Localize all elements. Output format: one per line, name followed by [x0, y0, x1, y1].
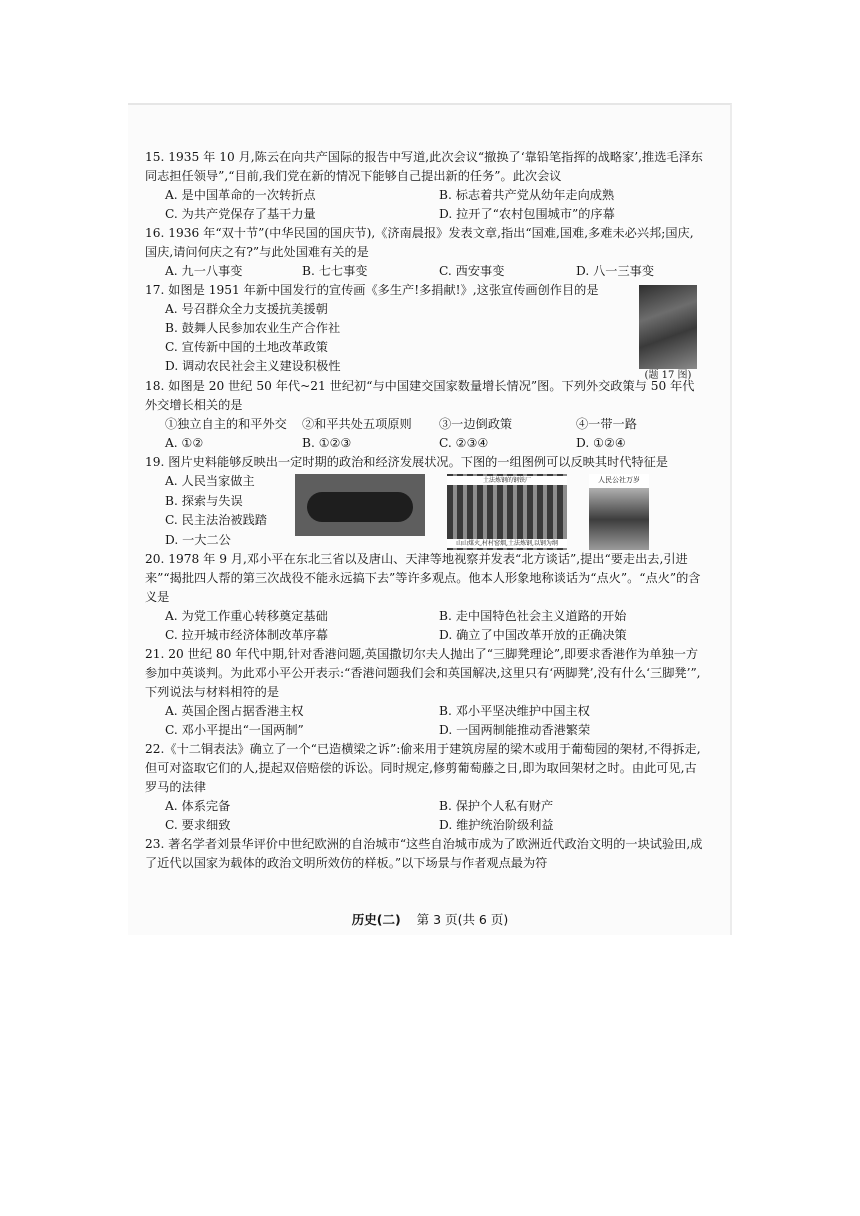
question-18: [145, 377, 705, 453]
option-b[interactable]: B. 七七事变: [302, 264, 368, 278]
question-stem: 18. 如图是 20 世纪 50 年代~21 世纪初“与中国建交国家数量增长情况”图。下列外交政策与 50 年代外交增长相关的是: [145, 379, 695, 412]
option-grid: [145, 262, 705, 281]
question-stem: 15. 1935 年 10 月,陈云在向共产国际的报告中写道,此次会议“撤换了‘靠铅笔指挥的战略家’,推选毛泽东同志担任领导”,“目前,我们党在新的情况下能够自己提出新的任务”。此次会议: [145, 150, 703, 183]
propaganda-poster-image: [639, 285, 697, 369]
question-stem: 20. 1978 年 9 月,邓小平在东北三省以及唐山、天津等地视察并发表“北方谈话”,提出“要走出去,引进来”“揭批四人帮的第三次战役不能永远搞下去”等许多观点。他本人形象地称谈话为“点火”。“点火”的含义是: [145, 552, 701, 604]
question-19: [145, 453, 705, 550]
commune-poster-image: [589, 474, 649, 550]
option-a[interactable]: A. 英国企图占据香港主权: [165, 704, 304, 718]
option-a[interactable]: A. 是中国革命的一次转折点: [165, 188, 316, 202]
option-b[interactable]: B. 鼓舞人民参加农业生产合作社: [165, 321, 341, 335]
question-stem: 17. 如图是 1951 年新中国发行的宣传画《多生产!多捐献!》,这张宣传画创作目的是: [145, 283, 599, 297]
option-list: [145, 472, 275, 550]
option-c[interactable]: C. 西安事变: [439, 264, 505, 278]
option-d[interactable]: D. 调动农民社会主义建设积极性: [165, 359, 341, 373]
option-d[interactable]: D. 一国两制能推动香港繁荣: [439, 723, 591, 737]
option-d[interactable]: D. 八一三事变: [576, 264, 655, 278]
option-c[interactable]: C. 为共产党保存了基干力量: [165, 207, 316, 221]
option-b[interactable]: B. ①②③: [302, 436, 352, 450]
option-b[interactable]: B. 探索与失误: [165, 493, 243, 508]
image-caption: 人民公社万岁: [598, 476, 640, 484]
option-list: [145, 300, 639, 376]
question-22: [145, 740, 705, 835]
statement-4: ④一带一路: [576, 417, 637, 431]
option-grid: [145, 607, 705, 645]
propaganda-poster-figure: [639, 285, 697, 381]
option-a[interactable]: A. 号召群众全力支援抗美援朝: [165, 302, 328, 316]
option-b[interactable]: B. 标志着共产党从幼年走向成熟: [439, 188, 615, 202]
option-d[interactable]: D. 一大二公: [165, 532, 231, 547]
figure-group: [295, 474, 649, 550]
steel-plant-image: [447, 474, 567, 550]
satellite-blimp-image: [295, 474, 425, 536]
page-number: 第 3 页(共 6 页): [416, 912, 509, 927]
option-b[interactable]: B. 走中国特色社会主义道路的开始: [439, 609, 627, 623]
question-stem: 16. 1936 年“双十节”(中华民国的国庆节),《济南晨报》发表文章,指出“国难,国难,多难未必兴邦;国庆,国庆,请问何庆之有?”与此处国难有关的是: [145, 226, 694, 259]
option-c[interactable]: C. 宣传新中国的土地改革政策: [165, 340, 328, 354]
question-17: [145, 281, 705, 381]
option-grid: [145, 186, 705, 224]
option-a[interactable]: A. 体系完备: [165, 799, 231, 813]
statement-2: ②和平共处五项原则: [302, 417, 412, 431]
option-c[interactable]: C. 民主法治被践踏: [165, 513, 267, 527]
subject-label: 历史(二): [351, 912, 401, 927]
statement-list: [145, 415, 705, 434]
option-grid: [145, 797, 705, 835]
option-d[interactable]: D. 拉开了“农村包围城市”的序幕: [439, 207, 615, 221]
question-21: [145, 645, 705, 740]
option-c[interactable]: C. 拉开城市经济体制改革序幕: [165, 628, 328, 642]
exam-content: [145, 148, 705, 873]
option-grid: [145, 434, 705, 453]
page-footer: [0, 910, 860, 928]
option-grid: [145, 702, 705, 740]
question-20: [145, 550, 705, 645]
question-stem: 22.《十二铜表法》确立了一个“已造横梁之诉”:偷来用于建筑房屋的梁木或用于葡萄园的架材,不得拆走,但可对盗取它们的人,提起双倍赔偿的诉讼。同时规定,修剪葡萄藤之日,即为取回架材之时。由此可见,古罗马的法律: [145, 742, 701, 794]
figure-caption: (题 17 图): [644, 370, 692, 381]
option-c[interactable]: C. 要求细致: [165, 818, 231, 832]
option-b[interactable]: B. 邓小平坚决维护中国主权: [439, 704, 590, 718]
option-d[interactable]: D. 确立了中国改革开放的正确决策: [439, 628, 627, 642]
question-15: [145, 148, 705, 224]
question-stem: 23. 著名学者刘景华评价中世纪欧洲的自治城市“这些自治城市成为了欧洲近代政治文明的一块试验田,成了近代以国家为载体的政治文明所效仿的样板。”以下场景与作者观点最为符: [145, 837, 703, 870]
question-23: [145, 835, 705, 873]
option-a[interactable]: A. 为党工作重心转移奠定基础: [165, 609, 328, 623]
option-b[interactable]: B. 保护个人私有财产: [439, 799, 554, 813]
option-c[interactable]: C. ②③④: [439, 436, 489, 450]
question-stem: 19. 图片史料能够反映出一定时期的政治和经济发展状况。下图的一组图例可以反映其时代特征是: [145, 455, 668, 469]
image-caption: 山山煤火,村村窑烟,土法炼钢,以钢为纲: [447, 539, 567, 548]
option-a[interactable]: A. ①②: [165, 436, 204, 450]
statement-3: ③一边倒政策: [439, 417, 513, 431]
question-16: [145, 224, 705, 281]
option-d[interactable]: D. ①②④: [576, 436, 626, 450]
question-stem: 21. 20 世纪 80 年代中期,针对香港问题,英国撒切尔夫人抛出了“三脚凳理论”,即要求香港作为单独一方参加中英谈判。为此邓小平公开表示:“香港问题我们会和英国解决,这里只有‘两脚凳’,没有什么‘三脚凳’”,下列说法与材料相符的是: [145, 647, 701, 699]
option-a[interactable]: A. 人民当家做主: [165, 474, 255, 488]
option-c[interactable]: C. 邓小平提出“一国两制”: [165, 723, 304, 737]
image-caption: 土法炼钢的钢铁厂: [447, 476, 567, 485]
option-d[interactable]: D. 维护统治阶级利益: [439, 818, 554, 832]
statement-1: ①独立自主的和平外交: [165, 417, 287, 431]
option-a[interactable]: A. 九一八事变: [165, 264, 243, 278]
